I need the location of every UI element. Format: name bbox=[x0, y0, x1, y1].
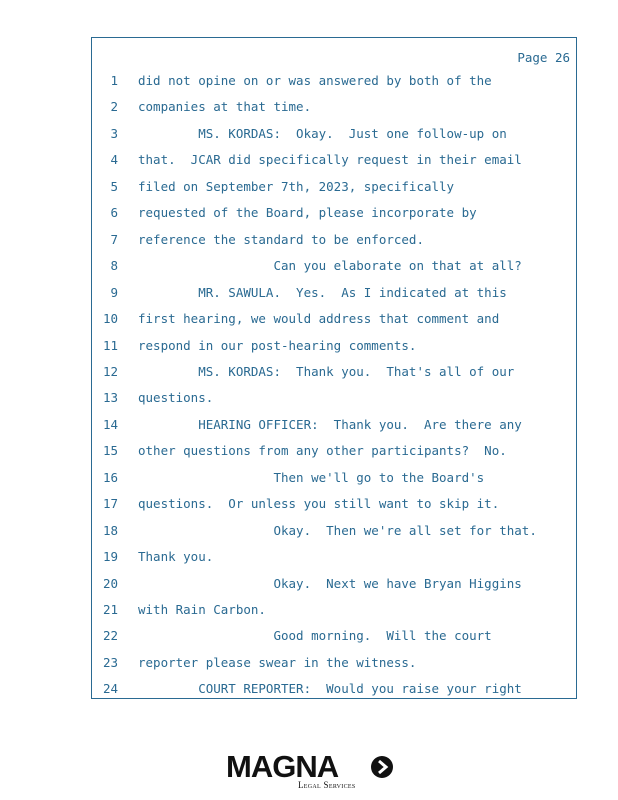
line-number: 15 bbox=[102, 443, 118, 459]
line-number: 20 bbox=[102, 575, 118, 591]
line-text: Thank you. bbox=[138, 549, 214, 565]
line-text: HEARING OFFICER: Thank you. Are there any bbox=[138, 416, 522, 432]
line-text: reporter please swear in the witness. bbox=[138, 654, 417, 670]
transcript-line bbox=[92, 679, 576, 699]
line-text: COURT REPORTER: Would you raise your right bbox=[138, 681, 522, 697]
transcript-line bbox=[92, 177, 576, 197]
transcript-line bbox=[92, 653, 576, 673]
transcript-line bbox=[92, 150, 576, 170]
transcript-line bbox=[92, 283, 576, 303]
line-number: 14 bbox=[102, 416, 118, 432]
line-text: MR. SAWULA. Yes. As I indicated at this bbox=[138, 284, 507, 300]
transcript-line bbox=[92, 626, 576, 646]
line-number: 7 bbox=[110, 231, 118, 247]
line-text: Can you elaborate on that at all? bbox=[138, 258, 522, 274]
line-text: Okay. Next we have Bryan Higgins bbox=[138, 575, 522, 591]
line-number: 23 bbox=[102, 654, 118, 670]
line-number: 5 bbox=[110, 178, 118, 194]
line-number: 3 bbox=[110, 125, 118, 141]
line-text: first hearing, we would address that comment and bbox=[138, 311, 500, 327]
transcript-line bbox=[92, 336, 576, 356]
transcript-line bbox=[92, 97, 576, 117]
line-number: 2 bbox=[110, 99, 118, 115]
transcript-page bbox=[91, 37, 577, 699]
line-number: 10 bbox=[102, 311, 118, 327]
transcript-line bbox=[92, 441, 576, 461]
line-text: questions. Or unless you still want to skip it. bbox=[138, 496, 500, 512]
transcript-line bbox=[92, 388, 576, 408]
transcript-line bbox=[92, 71, 576, 91]
line-number: 22 bbox=[102, 628, 118, 644]
transcript-line bbox=[92, 494, 576, 514]
line-number: 19 bbox=[102, 549, 118, 565]
line-number: 18 bbox=[102, 522, 118, 538]
line-number: 6 bbox=[110, 205, 118, 221]
line-number: 24 bbox=[102, 681, 118, 697]
line-text: requested of the Board, please incorporate by bbox=[138, 205, 477, 221]
transcript-line bbox=[92, 230, 576, 250]
transcript-line bbox=[92, 600, 576, 620]
transcript-line bbox=[92, 256, 576, 276]
line-text: companies at that time. bbox=[138, 99, 312, 115]
line-text: other questions from any other participants? No. bbox=[138, 443, 507, 459]
line-number: 4 bbox=[110, 152, 118, 168]
line-number: 11 bbox=[102, 337, 118, 353]
logo-wordmark: MAGNA bbox=[226, 749, 339, 784]
line-number: 9 bbox=[110, 284, 118, 300]
line-number: 17 bbox=[102, 496, 118, 512]
line-number: 1 bbox=[110, 73, 118, 88]
line-number: 8 bbox=[110, 258, 118, 274]
transcript-line bbox=[92, 124, 576, 144]
line-text: respond in our post-hearing comments. bbox=[138, 337, 417, 353]
transcript-line bbox=[92, 521, 576, 541]
magna-logo bbox=[226, 749, 396, 792]
line-text: MS. KORDAS: Okay. Just one follow-up on bbox=[138, 125, 507, 141]
transcript-line bbox=[92, 574, 576, 594]
line-text: questions. bbox=[138, 390, 214, 406]
transcript-line bbox=[92, 415, 576, 435]
line-text: Then we'll go to the Board's bbox=[138, 469, 485, 485]
line-text: that. JCAR did specifically request in their email bbox=[138, 152, 522, 168]
line-number: 12 bbox=[102, 363, 118, 379]
transcript-line bbox=[92, 309, 576, 329]
line-text: with Rain Carbon. bbox=[138, 602, 266, 617]
line-number: 21 bbox=[102, 602, 118, 617]
line-text: reference the standard to be enforced. bbox=[138, 231, 424, 247]
line-number: 13 bbox=[102, 390, 118, 406]
transcript-line bbox=[92, 468, 576, 488]
line-text: MS. KORDAS: Thank you. That's all of our bbox=[138, 363, 515, 379]
line-text: filed on September 7th, 2023, specifically bbox=[138, 178, 455, 194]
transcript-line bbox=[92, 203, 576, 223]
chevron-right-icon bbox=[371, 756, 393, 778]
line-text: did not opine on or was answered by both of the bbox=[138, 73, 492, 88]
page-number: Page 26 bbox=[517, 50, 570, 65]
logo-subtitle: Legal Services bbox=[298, 780, 356, 790]
line-number: 16 bbox=[102, 469, 118, 485]
line-text: Okay. Then we're all set for that. bbox=[138, 522, 537, 538]
transcript-line bbox=[92, 547, 576, 567]
transcript-line bbox=[92, 362, 576, 382]
line-text: Good morning. Will the court bbox=[138, 628, 492, 644]
